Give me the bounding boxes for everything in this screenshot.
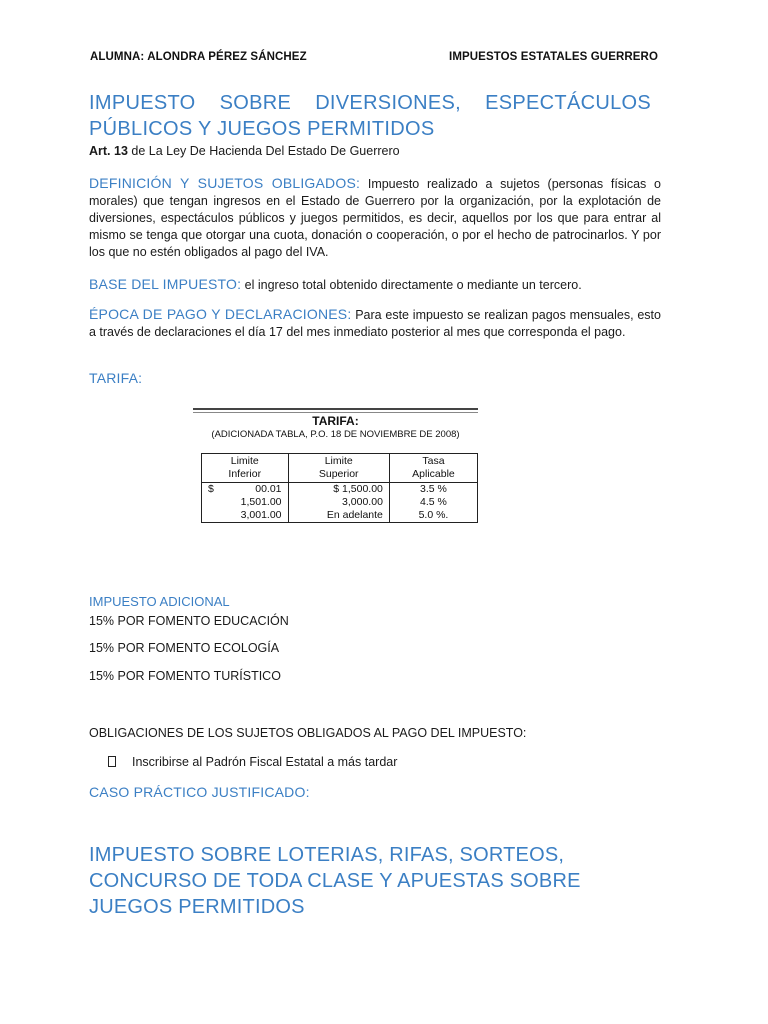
title-word: SOBRE: [219, 92, 292, 114]
header-student: ALUMNA: ALONDRA PÉREZ SÁNCHEZ: [90, 51, 307, 63]
section-title: [89, 90, 651, 142]
article-reference: [89, 144, 400, 158]
title-word: IMPUESTO: [89, 92, 196, 114]
bullet-box-icon: [108, 756, 116, 767]
title-word: ESPECTÁCULOS: [485, 92, 651, 114]
cell-tasa: 3.5 %: [389, 483, 477, 497]
cell-superior: En adelante: [288, 509, 389, 523]
section-title-line2: PÚBLICOS Y JUEGOS PERMITIDOS: [89, 118, 435, 140]
definition-text: Impuesto realizado a sujetos (personas físicas o morales) que tengan ingresos en el Estado de Guerrero por la organización, por la explotación de diversiones, espectáculos públicos y juegos permitidos, es decir, aquellos por los que para entrar al mismo se tenga que otorgar una cuota, donación o cooperación, o por el hecho de patrocinarlos. Y por los que no estén obligados al pago del IVA.: [89, 177, 661, 259]
top-rule: [193, 408, 478, 410]
definition-paragraph: [89, 175, 661, 261]
cell-inferior: $ 00.01: [202, 483, 289, 497]
payment-period-text: Para este impuesto se realizan pagos mensuales, esto a través de declaraciones el día 17 del mes inmediato posterior al mes que corresponda el pago.: [89, 308, 661, 339]
table-header-row: [202, 454, 478, 483]
payment-period-paragraph: [89, 306, 661, 341]
additional-tax-item: 15% POR FOMENTO EDUCACIÓN: [89, 614, 289, 628]
cell-tasa: 5.0 %.: [389, 509, 477, 523]
top-rule-thin: [193, 412, 478, 413]
section2-title-line: CONCURSO DE TODA CLASE Y APUESTAS SOBRE: [89, 870, 581, 892]
obligation-bullet: [108, 755, 397, 769]
article-text: de La Ley De Hacienda Del Estado De Guerrero: [127, 144, 400, 158]
section2-title: [89, 842, 609, 920]
table-row: [202, 509, 478, 523]
cell-tasa: 4.5 %: [389, 496, 477, 509]
section2-title-line: IMPUESTO SOBRE LOTERIAS, RIFAS, SORTEOS,: [89, 844, 565, 866]
tarifa-table-title: TARIFA:: [312, 414, 359, 428]
table-row: [202, 496, 478, 509]
cell-superior: $ 1,500.00: [288, 483, 389, 497]
header-topic: IMPUESTOS ESTATALES GUERRERO: [449, 51, 658, 63]
tarifa-table-image: [193, 408, 478, 532]
additional-tax-label: IMPUESTO ADICIONAL: [89, 594, 230, 609]
obligation-text: Inscribirse al Padrón Fiscal Estatal a más tardar: [132, 755, 398, 769]
base-text: el ingreso total obtenido directamente o mediante un tercero.: [241, 278, 582, 292]
additional-tax-item: 15% POR FOMENTO TURÍSTICO: [89, 669, 281, 683]
obligations-title: OBLIGACIONES DE LOS SUJETOS OBLIGADOS AL PAGO DEL IMPUESTO:: [89, 726, 527, 740]
definition-label: DEFINICIÓN Y SUJETOS OBLIGADOS:: [89, 175, 361, 191]
column-header: Limite Superior: [288, 454, 389, 483]
tarifa-table: [201, 453, 478, 523]
base-label: BASE DEL IMPUESTO:: [89, 276, 242, 292]
section2-title-line: JUEGOS PERMITIDOS: [89, 896, 305, 918]
tarifa-table-subtitle: (ADICIONADA TABLA, P.O. 18 DE NOVIEMBRE DE 2008): [211, 429, 460, 440]
payment-period-label: ÉPOCA DE PAGO Y DECLARACIONES:: [89, 306, 352, 322]
table-row: [202, 483, 478, 497]
section-title-line1: [89, 90, 651, 116]
column-header: Tasa Aplicable: [389, 454, 477, 483]
cell-superior: 3,000.00: [288, 496, 389, 509]
column-header: Limite Inferior: [202, 454, 289, 483]
base-paragraph: [89, 276, 661, 294]
cell-inferior: 1,501.00: [202, 496, 289, 509]
tarifa-label: TARIFA:: [89, 370, 143, 386]
case-study-label: CASO PRÁCTICO JUSTIFICADO:: [89, 784, 310, 800]
article-number: Art. 13: [89, 144, 128, 158]
cell-inferior: 3,001.00: [202, 509, 289, 523]
additional-tax-item: 15% POR FOMENTO ECOLOGÍA: [89, 641, 280, 655]
title-word: DIVERSIONES,: [315, 92, 462, 114]
